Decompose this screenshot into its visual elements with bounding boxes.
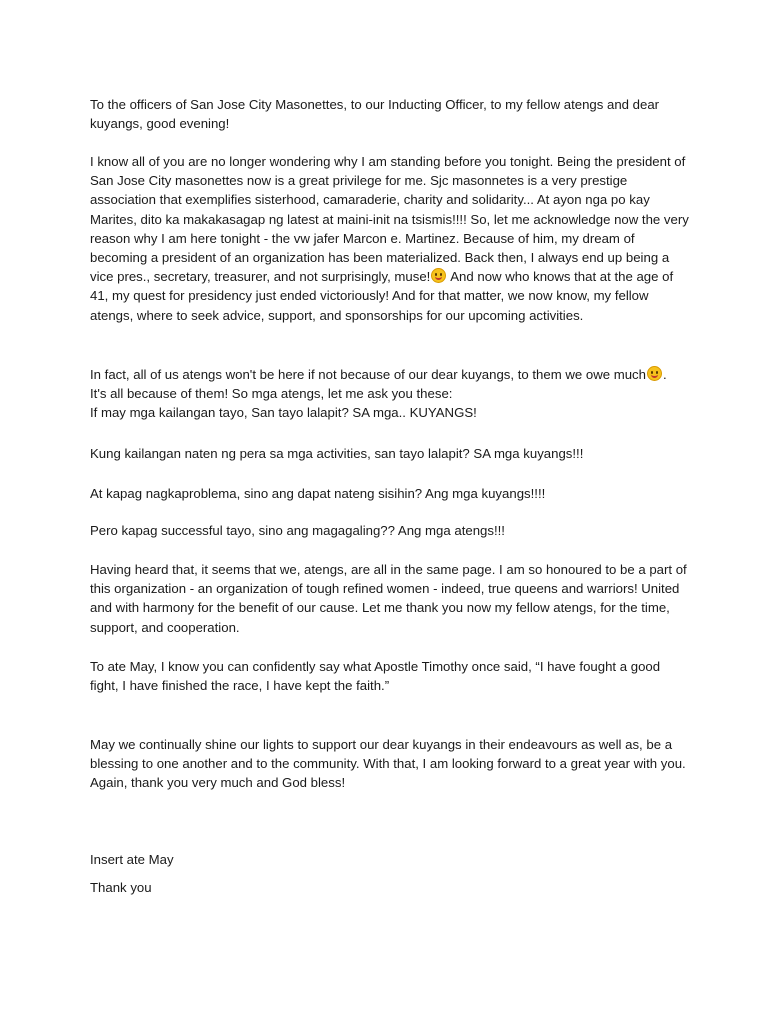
introduction-text-continued: And now who knows that at the age of 41, my quest for presidency just ended victoriously! And for that matter, we now know, my fellow atengs, where to seek advice, support, and sponsorships for our upcoming activities.	[90, 269, 674, 323]
kuyangs-question-intro: It's all because of them! So mga atengs, let me ask you these:	[90, 386, 453, 402]
honoured-paragraph: Having heard that, it seems that we, atengs, are all in the same page. I am so honoured to be a part of this organization - an organization of tough refined women - indeed, true queens and warriors! United and with harmony for the benefit of our cause. Let me thank you now my fellow atengs, for the time, support, and cooperation.	[90, 562, 687, 635]
winking-face-emoji-icon	[647, 366, 662, 381]
question-2-paragraph: Kung kailangan naten ng pera sa mga activities, san tayo lalapit? SA mga kuyangs!!!	[90, 446, 584, 461]
kuyangs-paragraph	[90, 365, 690, 423]
introduction-text: I know all of you are no longer wondering why I am standing before you tonight. Being the president of San Jose City masonettes now is a great privilege for me. Sjc masonnetes is a very prestige association that exemplifies sisterhood, camaraderie, charity and solidarity... At ayon nga po kay Marites, dito ka makakasagap ng latest at maini-init na tsismis!!!! So, let me acknowledge now the very reason why I am here tonight - the vw jafer Marcon e. Martinez. Because of him, my dream of becoming a president of an organization has been materialized. Back then, I always end up being a vice pres., secretary, treasurer, and not surprisingly, muse!	[90, 154, 689, 285]
question-3-paragraph: At kapag nagkaproblema, sino ang dapat nateng sisihin? Ang mga kuyangs!!!!	[90, 486, 546, 501]
laughing-face-emoji-icon	[431, 268, 446, 283]
greeting-paragraph: To the officers of San Jose City Masonettes, to our Inducting Officer, to my fellow atengs and dear kuyangs, good evening!	[90, 97, 660, 132]
closing-paragraph: May we continually shine our lights to support our dear kuyangs in their endeavours as well as, be a blessing to one another and to the community. With that, I am looking forward to a great year with you. Again, thank you very much and God bless!	[90, 737, 686, 791]
ate-may-paragraph: To ate May, I know you can confidently say what Apostle Timothy once said, “I have fought a good fight, I have finished the race, I have kept the faith.”	[90, 659, 661, 694]
thank-you-line: Thank you	[90, 880, 152, 895]
introduction-paragraph	[90, 152, 690, 325]
insert-note: Insert ate May	[90, 852, 174, 867]
kuyangs-question-1: If may mga kailangan tayo, San tayo lalapit? SA mga.. KUYANGS!	[90, 405, 477, 421]
kuyangs-text: In fact, all of us atengs won't be here if not because of our dear kuyangs, to them we owe much	[90, 367, 646, 382]
kuyangs-text-period: .	[662, 367, 667, 382]
question-4-paragraph: Pero kapag successful tayo, sino ang magagaling?? Ang mga atengs!!!	[90, 523, 505, 538]
